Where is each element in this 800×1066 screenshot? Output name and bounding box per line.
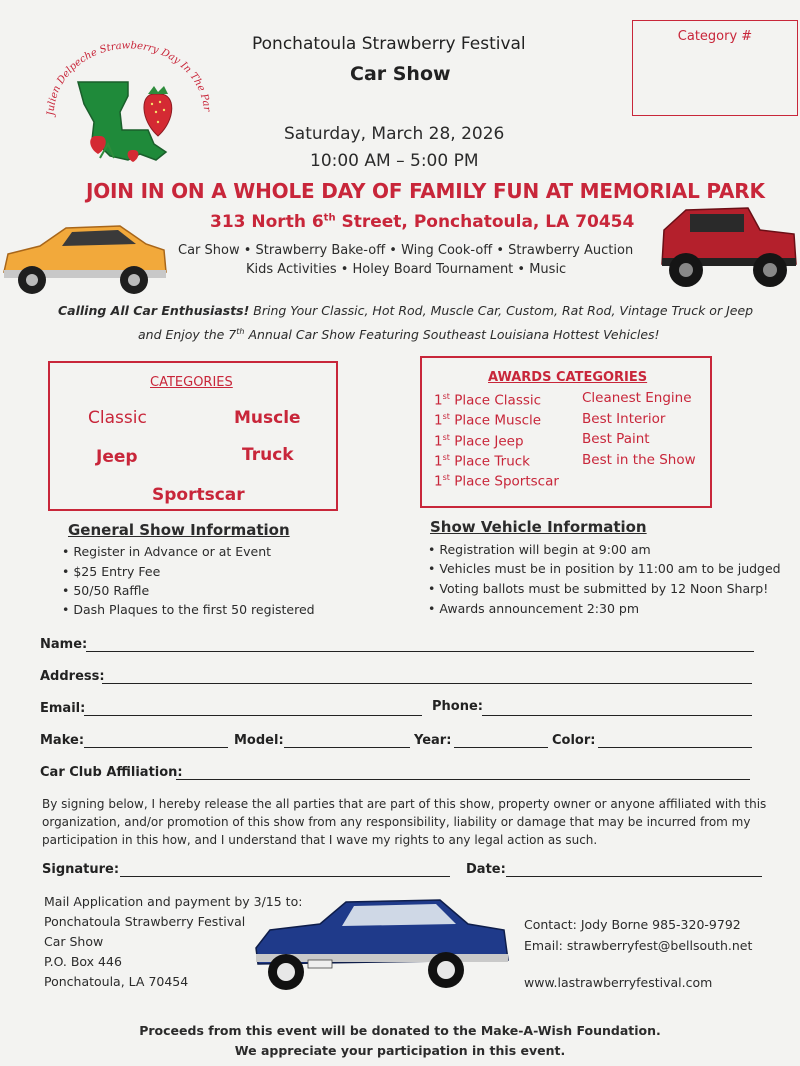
- model-field[interactable]: [284, 747, 410, 748]
- signature-field[interactable]: [120, 876, 450, 877]
- blue-classic-car-image: [250, 894, 512, 1002]
- phone-field[interactable]: [482, 715, 752, 716]
- award-best-interior: Best Interior: [582, 411, 666, 427]
- color-label: Color:: [552, 733, 596, 748]
- festival-logo: [36, 40, 211, 170]
- event-date: Saturday, March 28, 2026: [284, 124, 505, 144]
- award-first-jeep: 1st Place Jeep: [434, 433, 524, 450]
- event-time: 10:00 AM – 5:00 PM: [310, 151, 479, 171]
- award-cleanest-engine: Cleanest Engine: [582, 390, 692, 406]
- contact-person: Contact: Jody Borne 985-320-9792: [524, 917, 741, 932]
- vehicle-info-item: • Awards announcement 2:30 pm: [428, 601, 639, 616]
- name-label: Name:: [40, 637, 88, 652]
- show-title: Car Show: [350, 63, 451, 85]
- make-field[interactable]: [84, 747, 228, 748]
- contact-email: Email: strawberryfest@bellsouth.net: [524, 938, 753, 953]
- mailing-address: Mail Application and payment by 3/15 to: Ponchatoula Strawberry Festival Car Show P.O. Box 446 Ponchatoula, LA 70454: [44, 894, 303, 989]
- general-info-item: • Dash Plaques to the first 50 registered: [62, 602, 315, 617]
- activities-line-2: Kids Activities • Holey Board Tournament • Music: [246, 262, 567, 277]
- categories-title: CATEGORIES: [150, 375, 233, 390]
- general-info-title: General Show Information: [68, 521, 290, 539]
- phone-label: Phone:: [432, 699, 483, 714]
- intro-line-2: and Enjoy the 7th Annual Car Show Featuring Southeast Louisiana Hottest Vehicles!: [138, 327, 660, 343]
- make-label: Make:: [40, 733, 85, 748]
- contact-info: [524, 914, 752, 956]
- awards-categories-box: [420, 356, 712, 508]
- email-label: Email:: [40, 701, 86, 716]
- email-field[interactable]: [84, 715, 422, 716]
- headline: JOIN IN ON A WHOLE DAY OF FAMILY FUN AT MEMORIAL PARK: [86, 179, 765, 203]
- car-club-label: Car Club Affiliation:: [40, 765, 183, 780]
- category-number-box: [632, 20, 798, 116]
- general-info-item: • $25 Entry Fee: [62, 564, 160, 579]
- signature-label: Signature:: [42, 862, 120, 877]
- category-classic: Classic: [88, 408, 147, 428]
- vehicle-info-item: • Vehicles must be in position by 11:00 am to be judged: [428, 561, 781, 576]
- category-muscle: Muscle: [234, 408, 301, 428]
- name-field[interactable]: [86, 651, 754, 652]
- activities-line-1: Car Show • Strawberry Bake-off • Wing Cook-off • Strawberry Auction: [178, 243, 634, 258]
- category-jeep: Jeep: [96, 447, 138, 467]
- general-info-item: • Register in Advance or at Event: [62, 544, 271, 559]
- event-address: 313 North 6th Street, Ponchatoula, LA 70454: [210, 212, 635, 232]
- model-label: Model:: [234, 733, 284, 748]
- general-info-item: • 50/50 Raffle: [62, 583, 149, 598]
- date-field[interactable]: [506, 876, 762, 877]
- release-waiver-text: By signing below, I hereby release the all parties that are part of this show, property owner or anyone affiliated with this organization, and/or promotion of this show from any responsibility, liability or damage that may be incurred from my participation in this how, and I understand that I wave my rights to any legal action as such.: [42, 797, 767, 847]
- award-first-classic: 1st Place Classic: [434, 392, 542, 409]
- color-field[interactable]: [598, 747, 752, 748]
- award-first-truck: 1st Place Truck: [434, 453, 530, 470]
- vehicle-info-item: • Registration will begin at 9:00 am: [428, 542, 651, 557]
- vehicle-info-title: Show Vehicle Information: [430, 518, 647, 536]
- logo-arc-text: Julien Delpeche Strawberry Day In The Par: [45, 40, 211, 116]
- website-url: www.lastrawberryfestival.com: [524, 975, 713, 990]
- footer-thanks: We appreciate your participation in this event.: [234, 1043, 566, 1058]
- award-first-sportscar: 1st Place Sportscar: [434, 473, 559, 490]
- address-field[interactable]: [102, 683, 752, 684]
- address-label: Address:: [40, 669, 105, 684]
- year-label: Year:: [414, 733, 452, 748]
- vehicle-info-item: • Voting ballots must be submitted by 12 Noon Sharp!: [428, 581, 768, 596]
- award-first-muscle: 1st Place Muscle: [434, 412, 542, 429]
- year-field[interactable]: [454, 747, 548, 748]
- organization-name: Ponchatoula Strawberry Festival: [252, 34, 526, 54]
- category-number-label: Category #: [677, 29, 753, 44]
- category-truck: Truck: [242, 445, 294, 465]
- date-label: Date:: [466, 862, 506, 877]
- car-club-field[interactable]: [176, 779, 750, 780]
- category-sportscar: Sportscar: [152, 485, 245, 505]
- award-best-paint: Best Paint: [582, 431, 650, 447]
- red-jeep-image: [656, 200, 800, 292]
- award-best-in-show: Best in the Show: [582, 452, 696, 468]
- awards-title: AWARDS CATEGORIES: [488, 370, 648, 385]
- footer-donation-note: Proceeds from this event will be donated to the Make-A-Wish Foundation.: [139, 1023, 661, 1038]
- yellow-muscle-car-image: [0, 210, 168, 302]
- intro-line-1: Calling All Car Enthusiasts! Bring Your Classic, Hot Rod, Muscle Car, Custom, Rat Rod, Vintage Truck or Jeep: [58, 303, 754, 318]
- categories-box: [48, 361, 338, 511]
